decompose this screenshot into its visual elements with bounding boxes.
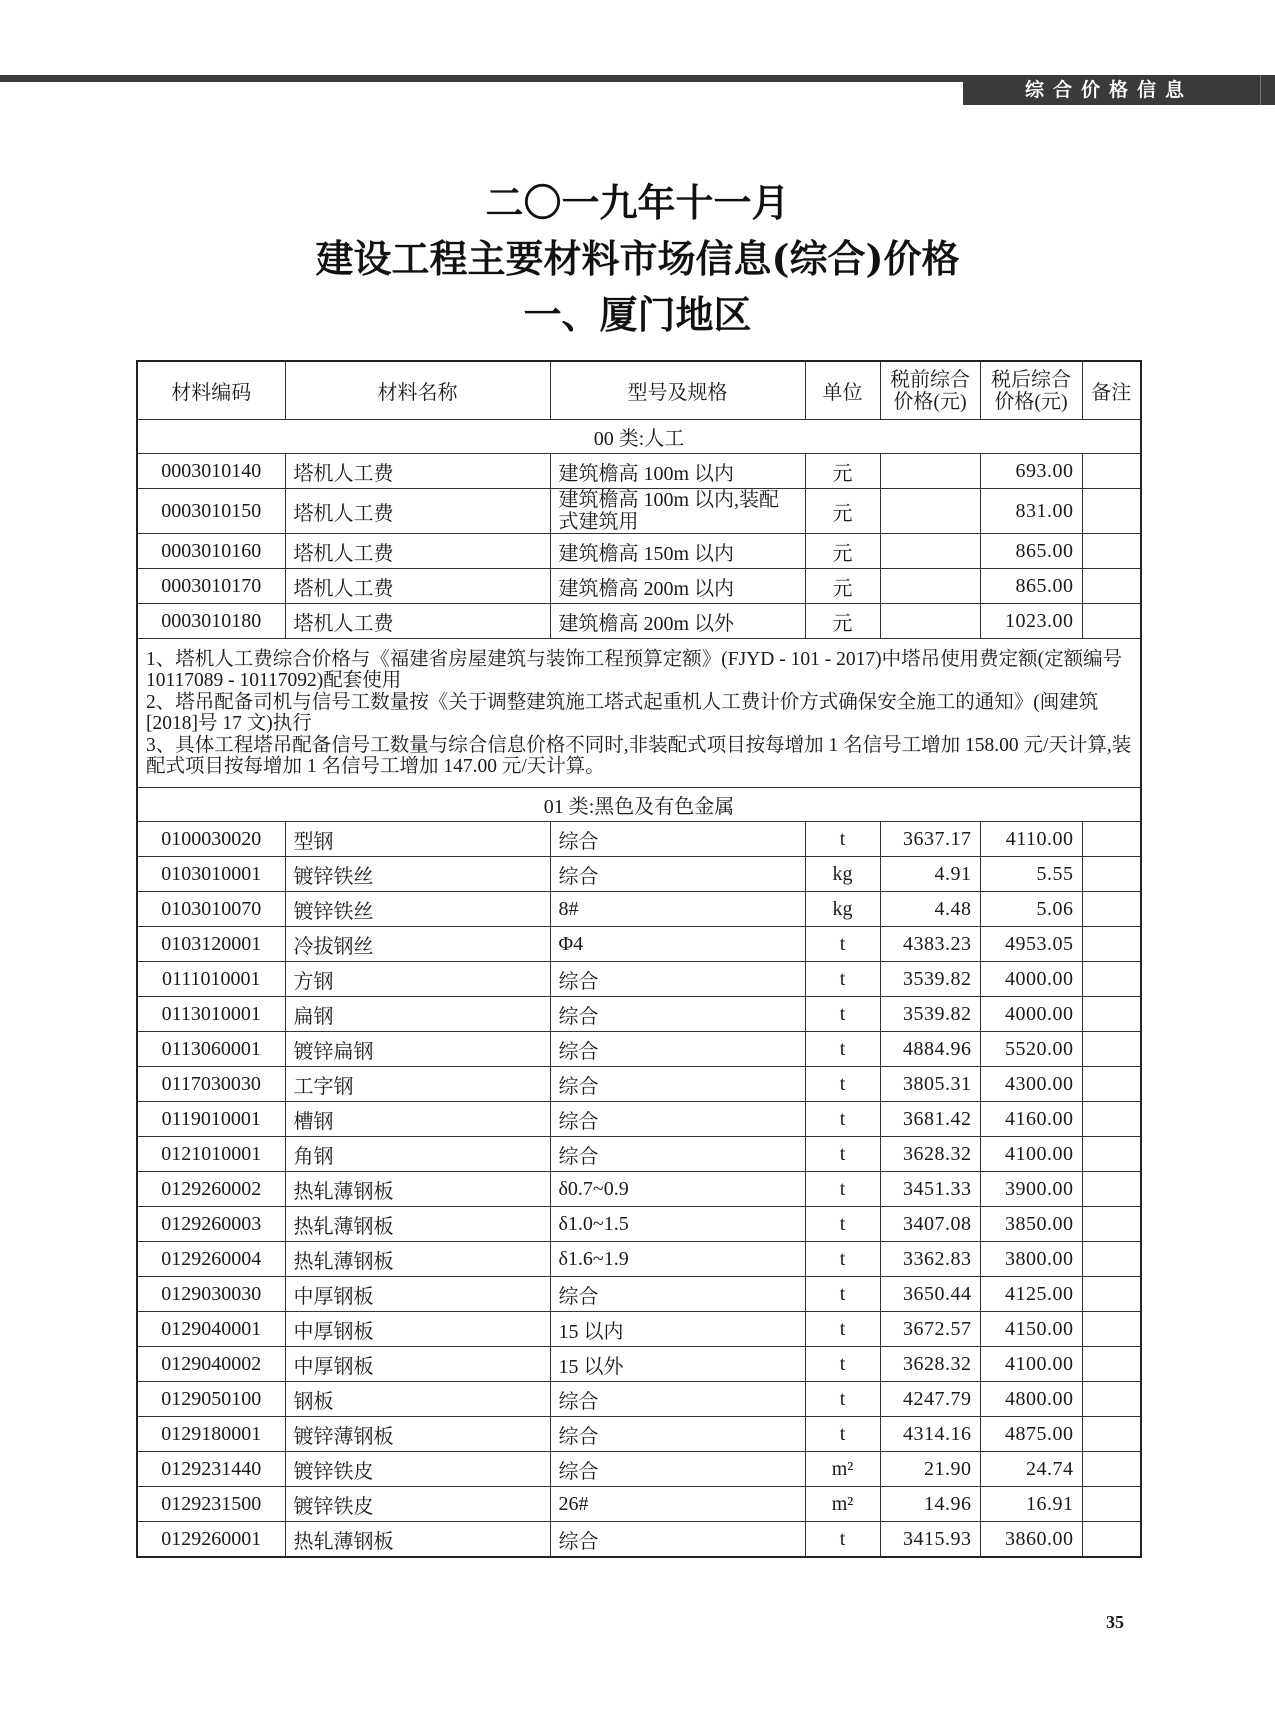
col-header-aftertax-line2: 价格(元) (994, 390, 1068, 413)
cell-spec: 综合 (550, 1067, 805, 1102)
cell-note (1082, 927, 1141, 962)
cell-note (1082, 1067, 1141, 1102)
cell-note (1082, 857, 1141, 892)
cell-spec: Φ4 (550, 927, 805, 962)
cell-note (1082, 1522, 1141, 1558)
table-row (137, 822, 1141, 857)
cell-pretax: 4.91 (880, 857, 980, 892)
section-tag-edge (1260, 75, 1261, 105)
cell-pretax: 3362.83 (880, 1242, 980, 1277)
cell-spec: 综合 (550, 1277, 805, 1312)
cell-code: 0113060001 (137, 1032, 285, 1067)
cell-pretax: 4314.16 (880, 1417, 980, 1452)
cell-spec: δ1.6~1.9 (550, 1242, 805, 1277)
cell-unit: 元 (805, 604, 880, 639)
cell-unit: t (805, 962, 880, 997)
cell-note (1082, 489, 1141, 534)
cell-note (1082, 454, 1141, 489)
cell-note (1082, 1172, 1141, 1207)
cell-note (1082, 569, 1141, 604)
cell-unit: t (805, 1102, 880, 1137)
cell-code: 0003010160 (137, 534, 285, 569)
cell-name: 中厚钢板 (285, 1312, 550, 1347)
cell-note (1082, 822, 1141, 857)
cell-aftertax: 4160.00 (980, 1102, 1082, 1137)
cell-unit: t (805, 1312, 880, 1347)
col-header-pretax (880, 361, 980, 420)
cell-code: 0119010001 (137, 1102, 285, 1137)
cell-aftertax: 16.91 (980, 1487, 1082, 1522)
cell-spec: 综合 (550, 997, 805, 1032)
cell-name: 热轧薄钢板 (285, 1207, 550, 1242)
section-tag-label: 综合价格信息 (1024, 79, 1193, 101)
table-row (137, 1137, 1141, 1172)
cell-note (1082, 534, 1141, 569)
cell-pretax: 3539.82 (880, 997, 980, 1032)
col-header-aftertax-line1: 税后综合 (991, 368, 1071, 391)
cell-aftertax: 5520.00 (980, 1032, 1082, 1067)
cell-aftertax: 24.74 (980, 1452, 1082, 1487)
cell-name: 镀锌铁皮 (285, 1452, 550, 1487)
cell-pretax (880, 454, 980, 489)
cell-note (1082, 997, 1141, 1032)
cell-note (1082, 1277, 1141, 1312)
title-main: 建设工程主要材料市场信息(综合)价格 (315, 236, 960, 281)
cell-aftertax: 4150.00 (980, 1312, 1082, 1347)
cell-aftertax: 3850.00 (980, 1207, 1082, 1242)
cell-pretax: 3415.93 (880, 1522, 980, 1558)
cell-unit: 元 (805, 489, 880, 534)
cell-code: 0003010150 (137, 489, 285, 534)
cell-aftertax: 4125.00 (980, 1277, 1082, 1312)
cell-unit: t (805, 1382, 880, 1417)
cell-note (1082, 1102, 1141, 1137)
cell-code: 0003010170 (137, 569, 285, 604)
cell-spec: 建筑檐高 100m 以内,装配式建筑用 (550, 489, 805, 534)
notes-cell (137, 639, 1141, 788)
cell-code: 0129030030 (137, 1277, 285, 1312)
cell-spec: 建筑檐高 100m 以内 (550, 454, 805, 489)
cell-code: 0129180001 (137, 1417, 285, 1452)
cell-spec: 综合 (550, 1417, 805, 1452)
cell-name: 冷拔钢丝 (285, 927, 550, 962)
cell-code: 0003010140 (137, 454, 285, 489)
category-row (137, 788, 1141, 822)
cell-aftertax: 5.06 (980, 892, 1082, 927)
cell-unit: 元 (805, 534, 880, 569)
cell-aftertax: 865.00 (980, 534, 1082, 569)
cell-note (1082, 962, 1141, 997)
cell-pretax: 4.48 (880, 892, 980, 927)
cell-unit: t (805, 1417, 880, 1452)
table-row (137, 997, 1141, 1032)
col-header-note: 备注 (1082, 361, 1141, 420)
cell-spec: 综合 (550, 857, 805, 892)
cell-name: 热轧薄钢板 (285, 1522, 550, 1558)
cell-spec: 综合 (550, 1522, 805, 1558)
category-title: 01 类:黑色及有色金属 (137, 788, 1141, 822)
category-title: 00 类:人工 (137, 420, 1141, 454)
table-row (137, 927, 1141, 962)
cell-pretax: 3672.57 (880, 1312, 980, 1347)
cell-unit: t (805, 1172, 880, 1207)
cell-spec: 15 以内 (550, 1312, 805, 1347)
cell-pretax (880, 489, 980, 534)
cell-code: 0129231440 (137, 1452, 285, 1487)
cell-pretax: 3628.32 (880, 1137, 980, 1172)
cell-unit: kg (805, 857, 880, 892)
table-row (137, 962, 1141, 997)
price-table (136, 360, 1142, 1558)
cell-pretax: 4884.96 (880, 1032, 980, 1067)
note-item: 1、塔机人工费综合价格与《福建省房屋建筑与装饰工程预算定额》(FJYD - 101 - 2017)中塔吊使用费定额(定额编号 10117089 - 10117092)配套使用 (146, 648, 1123, 691)
cell-name: 工字钢 (285, 1067, 550, 1102)
cell-name: 扁钢 (285, 997, 550, 1032)
cell-name: 镀锌铁皮 (285, 1487, 550, 1522)
col-header-spec: 型号及规格 (550, 361, 805, 420)
cell-code: 0113010001 (137, 997, 285, 1032)
cell-note (1082, 1452, 1141, 1487)
cell-note (1082, 892, 1141, 927)
cell-pretax: 3805.31 (880, 1067, 980, 1102)
cell-pretax: 3650.44 (880, 1277, 980, 1312)
table-row (137, 1207, 1141, 1242)
table-row (137, 1487, 1141, 1522)
cell-note (1082, 1032, 1141, 1067)
cell-name: 热轧薄钢板 (285, 1242, 550, 1277)
cell-unit: t (805, 1522, 880, 1558)
cell-aftertax: 4000.00 (980, 962, 1082, 997)
cell-spec: 26# (550, 1487, 805, 1522)
cell-name: 塔机人工费 (285, 604, 550, 639)
cell-pretax (880, 534, 980, 569)
cell-code: 0117030030 (137, 1067, 285, 1102)
cell-code: 0129040001 (137, 1312, 285, 1347)
col-header-aftertax (980, 361, 1082, 420)
cell-spec: 综合 (550, 962, 805, 997)
cell-pretax: 3539.82 (880, 962, 980, 997)
col-header-name: 材料名称 (285, 361, 550, 420)
category-row (137, 420, 1141, 454)
cell-name: 塔机人工费 (285, 534, 550, 569)
table-body (137, 420, 1141, 1558)
table-row (137, 1032, 1141, 1067)
cell-aftertax: 4100.00 (980, 1137, 1082, 1172)
cell-note (1082, 1382, 1141, 1417)
cell-aftertax: 5.55 (980, 857, 1082, 892)
cell-unit: t (805, 1137, 880, 1172)
notes-row (137, 639, 1141, 788)
cell-pretax: 3681.42 (880, 1102, 980, 1137)
cell-spec: 综合 (550, 822, 805, 857)
cell-aftertax: 3800.00 (980, 1242, 1082, 1277)
cell-unit: 元 (805, 569, 880, 604)
cell-name: 镀锌铁丝 (285, 892, 550, 927)
col-header-pretax-line1: 税前综合 (890, 368, 970, 391)
cell-aftertax: 4100.00 (980, 1347, 1082, 1382)
page-number: 35 (1106, 1612, 1124, 1632)
table-row (137, 1382, 1141, 1417)
cell-aftertax: 4110.00 (980, 822, 1082, 857)
cell-note (1082, 1242, 1141, 1277)
cell-unit: t (805, 997, 880, 1032)
table-row (137, 454, 1141, 489)
col-header-pretax-line2: 价格(元) (893, 390, 967, 413)
cell-spec: 综合 (550, 1382, 805, 1417)
cell-unit: t (805, 1242, 880, 1277)
cell-spec: 15 以外 (550, 1347, 805, 1382)
cell-spec: 综合 (550, 1102, 805, 1137)
col-header-unit: 单位 (805, 361, 880, 420)
cell-name: 镀锌铁丝 (285, 857, 550, 892)
cell-note (1082, 1207, 1141, 1242)
cell-note (1082, 1487, 1141, 1522)
cell-unit: kg (805, 892, 880, 927)
table-row (137, 1347, 1141, 1382)
cell-name: 钢板 (285, 1382, 550, 1417)
table-row (137, 1172, 1141, 1207)
table-row (137, 1312, 1141, 1347)
cell-note (1082, 1312, 1141, 1347)
cell-name: 镀锌薄钢板 (285, 1417, 550, 1452)
note-item: 2、塔吊配备司机与信号工数量按《关于调整建筑施工塔式起重机人工费计价方式确保安全施工的通知》(闽建筑[2018]号 17 文)执行 (146, 691, 1099, 734)
cell-pretax: 4383.23 (880, 927, 980, 962)
cell-pretax: 3628.32 (880, 1347, 980, 1382)
cell-note (1082, 1347, 1141, 1382)
cell-unit: m² (805, 1487, 880, 1522)
cell-spec: 建筑檐高 150m 以内 (550, 534, 805, 569)
section-tag (963, 75, 1275, 105)
table-row (137, 1522, 1141, 1558)
cell-pretax: 3407.08 (880, 1207, 980, 1242)
cell-unit: t (805, 1207, 880, 1242)
cell-pretax: 4247.79 (880, 1382, 980, 1417)
cell-code: 0129260002 (137, 1172, 285, 1207)
cell-pretax (880, 604, 980, 639)
table-row (137, 534, 1141, 569)
col-header-code: 材料编码 (137, 361, 285, 420)
cell-aftertax: 4800.00 (980, 1382, 1082, 1417)
cell-unit: t (805, 822, 880, 857)
cell-name: 塔机人工费 (285, 489, 550, 534)
cell-aftertax: 4300.00 (980, 1067, 1082, 1102)
cell-code: 0100030020 (137, 822, 285, 857)
cell-unit: t (805, 1067, 880, 1102)
cell-aftertax: 3860.00 (980, 1522, 1082, 1558)
cell-pretax: 21.90 (880, 1452, 980, 1487)
cell-name: 方钢 (285, 962, 550, 997)
cell-spec: 建筑檐高 200m 以外 (550, 604, 805, 639)
title-region: 一、厦门地区 (523, 292, 752, 337)
cell-spec: 综合 (550, 1032, 805, 1067)
cell-spec: 8# (550, 892, 805, 927)
cell-aftertax: 865.00 (980, 569, 1082, 604)
cell-code: 0103010001 (137, 857, 285, 892)
table-row (137, 1277, 1141, 1312)
cell-name: 型钢 (285, 822, 550, 857)
cell-pretax: 3451.33 (880, 1172, 980, 1207)
table-row (137, 1452, 1141, 1487)
cell-note (1082, 1137, 1141, 1172)
cell-code: 0003010180 (137, 604, 285, 639)
cell-name: 中厚钢板 (285, 1347, 550, 1382)
cell-aftertax: 693.00 (980, 454, 1082, 489)
cell-note (1082, 604, 1141, 639)
cell-unit: 元 (805, 454, 880, 489)
table-row (137, 489, 1141, 534)
cell-name: 槽钢 (285, 1102, 550, 1137)
page-titles (0, 175, 1275, 343)
cell-aftertax: 4000.00 (980, 997, 1082, 1032)
cell-name: 塔机人工费 (285, 454, 550, 489)
table-header-row (137, 361, 1141, 420)
cell-spec: 综合 (550, 1137, 805, 1172)
cell-aftertax: 4953.05 (980, 927, 1082, 962)
cell-code: 0129260003 (137, 1207, 285, 1242)
table-row (137, 1102, 1141, 1137)
table-row (137, 1242, 1141, 1277)
cell-code: 0129260004 (137, 1242, 285, 1277)
table-row (137, 1417, 1141, 1452)
table-row (137, 1067, 1141, 1102)
cell-code: 0129040002 (137, 1347, 285, 1382)
table-row (137, 857, 1141, 892)
cell-code: 0103010070 (137, 892, 285, 927)
cell-pretax: 3637.17 (880, 822, 980, 857)
cell-spec: 建筑檐高 200m 以内 (550, 569, 805, 604)
cell-code: 0111010001 (137, 962, 285, 997)
cell-aftertax: 3900.00 (980, 1172, 1082, 1207)
cell-name: 角钢 (285, 1137, 550, 1172)
cell-name: 中厚钢板 (285, 1277, 550, 1312)
cell-spec: δ0.7~0.9 (550, 1172, 805, 1207)
cell-unit: t (805, 1032, 880, 1067)
cell-name: 塔机人工费 (285, 569, 550, 604)
cell-unit: m² (805, 1452, 880, 1487)
table-row (137, 892, 1141, 927)
cell-code: 0121010001 (137, 1137, 285, 1172)
cell-aftertax: 4875.00 (980, 1417, 1082, 1452)
note-item: 3、具体工程塔吊配备信号工数量与综合信息价格不同时,非装配式项目按每增加 1 名信号工增加 158.00 元/天计算,装配式项目按每增加 1 名信号工增加 147.00 元/天计算。 (146, 734, 1132, 777)
table-row (137, 604, 1141, 639)
table-row (137, 569, 1141, 604)
cell-spec: 综合 (550, 1452, 805, 1487)
cell-unit: t (805, 1347, 880, 1382)
cell-name: 热轧薄钢板 (285, 1172, 550, 1207)
cell-code: 0129231500 (137, 1487, 285, 1522)
cell-code: 0129050100 (137, 1382, 285, 1417)
cell-aftertax: 1023.00 (980, 604, 1082, 639)
cell-pretax: 14.96 (880, 1487, 980, 1522)
cell-code: 0103120001 (137, 927, 285, 962)
cell-note (1082, 1417, 1141, 1452)
cell-spec: δ1.0~1.5 (550, 1207, 805, 1242)
cell-unit: t (805, 927, 880, 962)
cell-pretax (880, 569, 980, 604)
cell-code: 0129260001 (137, 1522, 285, 1558)
cell-name: 镀锌扁钢 (285, 1032, 550, 1067)
cell-unit: t (805, 1277, 880, 1312)
cell-aftertax: 831.00 (980, 489, 1082, 534)
title-date: 二〇一九年十一月 (485, 180, 790, 225)
